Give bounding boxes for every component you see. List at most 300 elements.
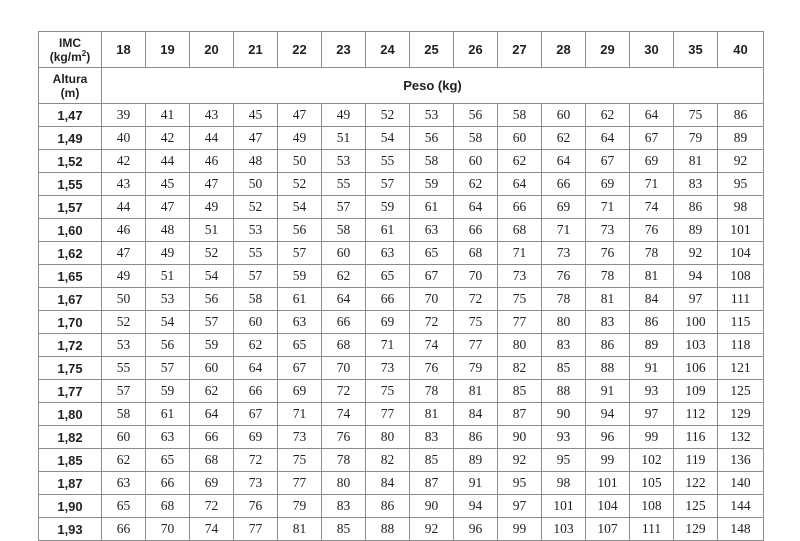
weight-cell: 98 [542,472,586,495]
weight-cell: 55 [102,357,146,380]
weight-cell: 66 [542,173,586,196]
weight-cell: 67 [410,265,454,288]
weight-cell: 72 [322,380,366,403]
bmi-column-header: 20 [190,32,234,68]
weight-cell: 88 [586,357,630,380]
table-row [39,265,764,288]
weight-cell: 62 [586,104,630,127]
height-header-cell [39,68,102,104]
weight-cell: 88 [366,518,410,541]
weight-cell: 56 [278,219,322,242]
weight-cell: 129 [674,518,718,541]
table-row [39,173,764,196]
weight-cell: 46 [102,219,146,242]
weight-cell: 95 [718,173,764,196]
weight-cell: 78 [542,288,586,311]
weight-cell: 49 [278,127,322,150]
weight-cell: 91 [454,472,498,495]
weight-cell: 78 [410,380,454,403]
table-row [39,426,764,449]
imc-header-cell [39,32,102,68]
height-cell: 1,49 [39,127,102,150]
weight-cell: 80 [542,311,586,334]
weight-cell: 64 [234,357,278,380]
weight-cell: 54 [366,127,410,150]
weight-cell: 51 [190,219,234,242]
weight-cell: 132 [718,426,764,449]
weight-cell: 94 [586,403,630,426]
bmi-column-header: 22 [278,32,322,68]
weight-cell: 56 [146,334,190,357]
weight-cell: 80 [498,334,542,357]
weight-cell: 51 [146,265,190,288]
weight-cell: 42 [102,150,146,173]
weight-cell: 100 [674,311,718,334]
weight-cell: 63 [278,311,322,334]
table-row [39,449,764,472]
weight-cell: 90 [410,495,454,518]
weight-cell: 64 [190,403,234,426]
weight-cell: 47 [146,196,190,219]
weight-cell: 97 [498,495,542,518]
weight-cell: 60 [542,104,586,127]
weight-cell: 92 [718,150,764,173]
weight-cell: 50 [234,173,278,196]
height-cell: 1,57 [39,196,102,219]
weight-cell: 105 [630,472,674,495]
weight-cell: 69 [366,311,410,334]
weight-cell: 104 [586,495,630,518]
weight-cell: 52 [234,196,278,219]
weight-cell: 101 [718,219,764,242]
height-cell: 1,85 [39,449,102,472]
weight-cell: 60 [190,357,234,380]
weight-cell: 91 [586,380,630,403]
bmi-column-header: 35 [674,32,718,68]
weight-cell: 59 [190,334,234,357]
weight-cell: 62 [542,127,586,150]
weight-cell: 81 [278,518,322,541]
weight-cell: 81 [410,403,454,426]
weight-cell: 108 [718,265,764,288]
table-row [39,495,764,518]
weight-caption: Peso (kg) [102,68,764,104]
weight-cell: 111 [630,518,674,541]
weight-cell: 71 [630,173,674,196]
weight-cell: 88 [542,380,586,403]
weight-cell: 47 [190,173,234,196]
height-cell: 1,75 [39,357,102,380]
weight-cell: 89 [674,219,718,242]
weight-cell: 78 [630,242,674,265]
weight-cell: 95 [498,472,542,495]
bmi-column-header: 30 [630,32,674,68]
weight-cell: 75 [278,449,322,472]
weight-cell: 76 [322,426,366,449]
weight-cell: 57 [322,196,366,219]
weight-cell: 53 [410,104,454,127]
weight-cell: 61 [410,196,454,219]
weight-cell: 116 [674,426,718,449]
weight-cell: 65 [366,265,410,288]
weight-cell: 86 [454,426,498,449]
weight-cell: 67 [234,403,278,426]
bmi-column-header: 25 [410,32,454,68]
weight-cell: 72 [234,449,278,472]
height-cell: 1,55 [39,173,102,196]
imc-label: IMC [59,35,81,50]
weight-cell: 93 [630,380,674,403]
weight-cell: 108 [630,495,674,518]
weight-cell: 122 [674,472,718,495]
weight-cell: 77 [234,518,278,541]
weight-cell: 66 [190,426,234,449]
weight-cell: 77 [278,472,322,495]
weight-cell: 56 [190,288,234,311]
weight-cell: 111 [718,288,764,311]
weight-cell: 53 [146,288,190,311]
table-row [39,311,764,334]
weight-cell: 103 [674,334,718,357]
weight-cell: 42 [146,127,190,150]
weight-cell: 66 [366,288,410,311]
weight-cell: 49 [190,196,234,219]
weight-cell: 97 [674,288,718,311]
weight-cell: 93 [542,426,586,449]
weight-cell: 51 [322,127,366,150]
weight-cell: 68 [498,219,542,242]
weight-cell: 67 [586,150,630,173]
weight-cell: 58 [102,403,146,426]
weight-cell: 83 [322,495,366,518]
weight-cell: 74 [190,518,234,541]
weight-cell: 89 [454,449,498,472]
weight-cell: 140 [718,472,764,495]
weight-cell: 125 [674,495,718,518]
weight-cell: 58 [322,219,366,242]
weight-cell: 78 [586,265,630,288]
weight-cell: 82 [366,449,410,472]
weight-cell: 65 [102,495,146,518]
weight-cell: 59 [366,196,410,219]
weight-cell: 118 [718,334,764,357]
weight-cell: 80 [322,472,366,495]
weight-cell: 54 [278,196,322,219]
weight-cell: 89 [630,334,674,357]
weight-cell: 60 [322,242,366,265]
weight-cell: 52 [366,104,410,127]
table-row [39,219,764,242]
weight-cell: 99 [630,426,674,449]
weight-cell: 87 [498,403,542,426]
weight-cell: 64 [498,173,542,196]
weight-cell: 102 [630,449,674,472]
weight-cell: 73 [586,219,630,242]
weight-cell: 75 [366,380,410,403]
weight-cell: 65 [278,334,322,357]
weight-cell: 101 [542,495,586,518]
weight-cell: 119 [674,449,718,472]
weight-cell: 73 [498,265,542,288]
weight-cell: 63 [366,242,410,265]
weight-cell: 75 [498,288,542,311]
height-cell: 1,62 [39,242,102,265]
weight-cell: 58 [234,288,278,311]
weight-cell: 54 [190,265,234,288]
weight-cell: 107 [586,518,630,541]
weight-cell: 84 [366,472,410,495]
height-cell: 1,72 [39,334,102,357]
weight-cell: 61 [366,219,410,242]
weight-cell: 57 [190,311,234,334]
height-cell: 1,65 [39,265,102,288]
bmi-column-header: 23 [322,32,366,68]
weight-cell: 58 [410,150,454,173]
weight-cell: 69 [190,472,234,495]
table-row [39,403,764,426]
weight-cell: 61 [278,288,322,311]
height-cell: 1,47 [39,104,102,127]
weight-cell: 71 [498,242,542,265]
table-row [39,196,764,219]
weight-cell: 104 [718,242,764,265]
weight-cell: 66 [322,311,366,334]
weight-cell: 77 [454,334,498,357]
table-row [39,380,764,403]
weight-cell: 79 [454,357,498,380]
weight-cell: 81 [586,288,630,311]
weight-cell: 106 [674,357,718,380]
weight-cell: 115 [718,311,764,334]
weight-cell: 64 [586,127,630,150]
table-row [39,127,764,150]
table-row [39,104,764,127]
weight-cell: 62 [454,173,498,196]
weight-cell: 66 [498,196,542,219]
weight-cell: 70 [322,357,366,380]
weight-cell: 59 [410,173,454,196]
weight-cell: 85 [322,518,366,541]
bmi-column-header: 40 [718,32,764,68]
weight-cell: 53 [322,150,366,173]
weight-cell: 85 [410,449,454,472]
weight-cell: 62 [234,334,278,357]
weight-cell: 96 [586,426,630,449]
weight-cell: 44 [190,127,234,150]
weight-cell: 109 [674,380,718,403]
table-row [39,518,764,541]
weight-cell: 62 [190,380,234,403]
weight-cell: 76 [542,265,586,288]
weight-cell: 55 [322,173,366,196]
weight-cell: 72 [190,495,234,518]
weight-cell: 58 [454,127,498,150]
weight-cell: 73 [234,472,278,495]
weight-cell: 83 [674,173,718,196]
weight-cell: 71 [366,334,410,357]
weight-cell: 67 [630,127,674,150]
bmi-column-header: 19 [146,32,190,68]
weight-cell: 44 [102,196,146,219]
weight-cell: 52 [102,311,146,334]
weight-cell: 80 [366,426,410,449]
weight-cell: 48 [146,219,190,242]
weight-cell: 83 [586,311,630,334]
weight-cell: 69 [586,173,630,196]
weight-cell: 57 [366,173,410,196]
weight-cell: 101 [586,472,630,495]
weight-cell: 47 [102,242,146,265]
weight-cell: 83 [410,426,454,449]
weight-cell: 73 [366,357,410,380]
height-unit: (m) [60,85,80,100]
height-cell: 1,67 [39,288,102,311]
imc-unit: $(kg/m^2)$ [49,48,91,64]
weight-cell: 60 [454,150,498,173]
height-cell: 1,93 [39,518,102,541]
weight-cell: 136 [718,449,764,472]
bmi-column-header: 21 [234,32,278,68]
weight-cell: 62 [102,449,146,472]
bmi-column-header: 24 [366,32,410,68]
weight-cell: 44 [146,150,190,173]
height-cell: 1,60 [39,219,102,242]
weight-cell: 60 [234,311,278,334]
weight-cell: 66 [234,380,278,403]
weight-cell: 68 [146,495,190,518]
weight-cell: 87 [410,472,454,495]
weight-cell: 68 [190,449,234,472]
weight-cell: 81 [630,265,674,288]
bmi-column-header: 26 [454,32,498,68]
weight-cell: 103 [542,518,586,541]
weight-cell: 49 [322,104,366,127]
table-row [39,242,764,265]
weight-cell: 71 [586,196,630,219]
weight-cell: 70 [410,288,454,311]
weight-cell: 60 [102,426,146,449]
table-body [39,32,764,541]
weight-cell: 78 [322,449,366,472]
weight-cell: 86 [586,334,630,357]
bmi-weight-table [38,31,764,541]
height-cell: 1,80 [39,403,102,426]
weight-cell: 69 [630,150,674,173]
height-cell: 1,77 [39,380,102,403]
weight-cell: 63 [102,472,146,495]
height-cell: 1,87 [39,472,102,495]
weight-cell: 75 [454,311,498,334]
weight-cell: 76 [234,495,278,518]
weight-cell: 148 [718,518,764,541]
weight-cell: 62 [322,265,366,288]
table-row [39,334,764,357]
weight-cell: 66 [146,472,190,495]
weight-cell: 79 [278,495,322,518]
weight-cell: 69 [542,196,586,219]
weight-cell: 63 [146,426,190,449]
bmi-column-header: 18 [102,32,146,68]
weight-cell: 95 [542,449,586,472]
weight-cell: 52 [190,242,234,265]
weight-cell: 94 [454,495,498,518]
weight-cell: 129 [718,403,764,426]
weight-cell: 57 [234,265,278,288]
height-cell: 1,52 [39,150,102,173]
weight-cell: 59 [278,265,322,288]
weight-cell: 64 [542,150,586,173]
weight-cell: 71 [542,219,586,242]
weight-cell: 81 [454,380,498,403]
weight-cell: 41 [146,104,190,127]
height-cell: 1,70 [39,311,102,334]
weight-cell: 84 [454,403,498,426]
weight-cell: 58 [498,104,542,127]
weight-cell: 68 [322,334,366,357]
weight-cell: 45 [146,173,190,196]
weight-cell: 39 [102,104,146,127]
height-cell: 1,90 [39,495,102,518]
weight-cell: 86 [674,196,718,219]
weight-cell: 92 [674,242,718,265]
weight-cell: 112 [674,403,718,426]
weight-cell: 90 [498,426,542,449]
weight-cell: 76 [630,219,674,242]
weight-cell: 74 [630,196,674,219]
table-row [39,288,764,311]
weight-cell: 57 [146,357,190,380]
weight-cell: 69 [234,426,278,449]
weight-cell: 72 [410,311,454,334]
weight-cell: 74 [410,334,454,357]
weight-cell: 46 [190,150,234,173]
weight-cell: 82 [498,357,542,380]
weight-cell: 144 [718,495,764,518]
weight-cell: 72 [454,288,498,311]
weight-cell: 60 [498,127,542,150]
weight-cell: 43 [102,173,146,196]
weight-cell: 83 [542,334,586,357]
weight-cell: 99 [498,518,542,541]
weight-cell: 96 [454,518,498,541]
table-row [39,357,764,380]
weight-cell: 50 [102,288,146,311]
weight-cell: 49 [146,242,190,265]
weight-cell: 94 [674,265,718,288]
weight-cell: 57 [102,380,146,403]
weight-cell: 57 [278,242,322,265]
weight-cell: 64 [454,196,498,219]
height-label: Altura [52,71,88,86]
table-row [39,472,764,495]
weight-cell: 91 [630,357,674,380]
weight-cell: 84 [630,288,674,311]
weight-cell: 69 [278,380,322,403]
weight-cell: 85 [542,357,586,380]
weight-cell: 68 [454,242,498,265]
weight-cell: 45 [234,104,278,127]
weight-cell: 86 [718,104,764,127]
weight-cell: 125 [718,380,764,403]
weight-cell: 65 [146,449,190,472]
weight-cell: 64 [322,288,366,311]
weight-cell: 70 [454,265,498,288]
weight-cell: 55 [234,242,278,265]
weight-cell: 75 [674,104,718,127]
weight-cell: 52 [278,173,322,196]
weight-cell: 55 [366,150,410,173]
table-row [39,150,764,173]
